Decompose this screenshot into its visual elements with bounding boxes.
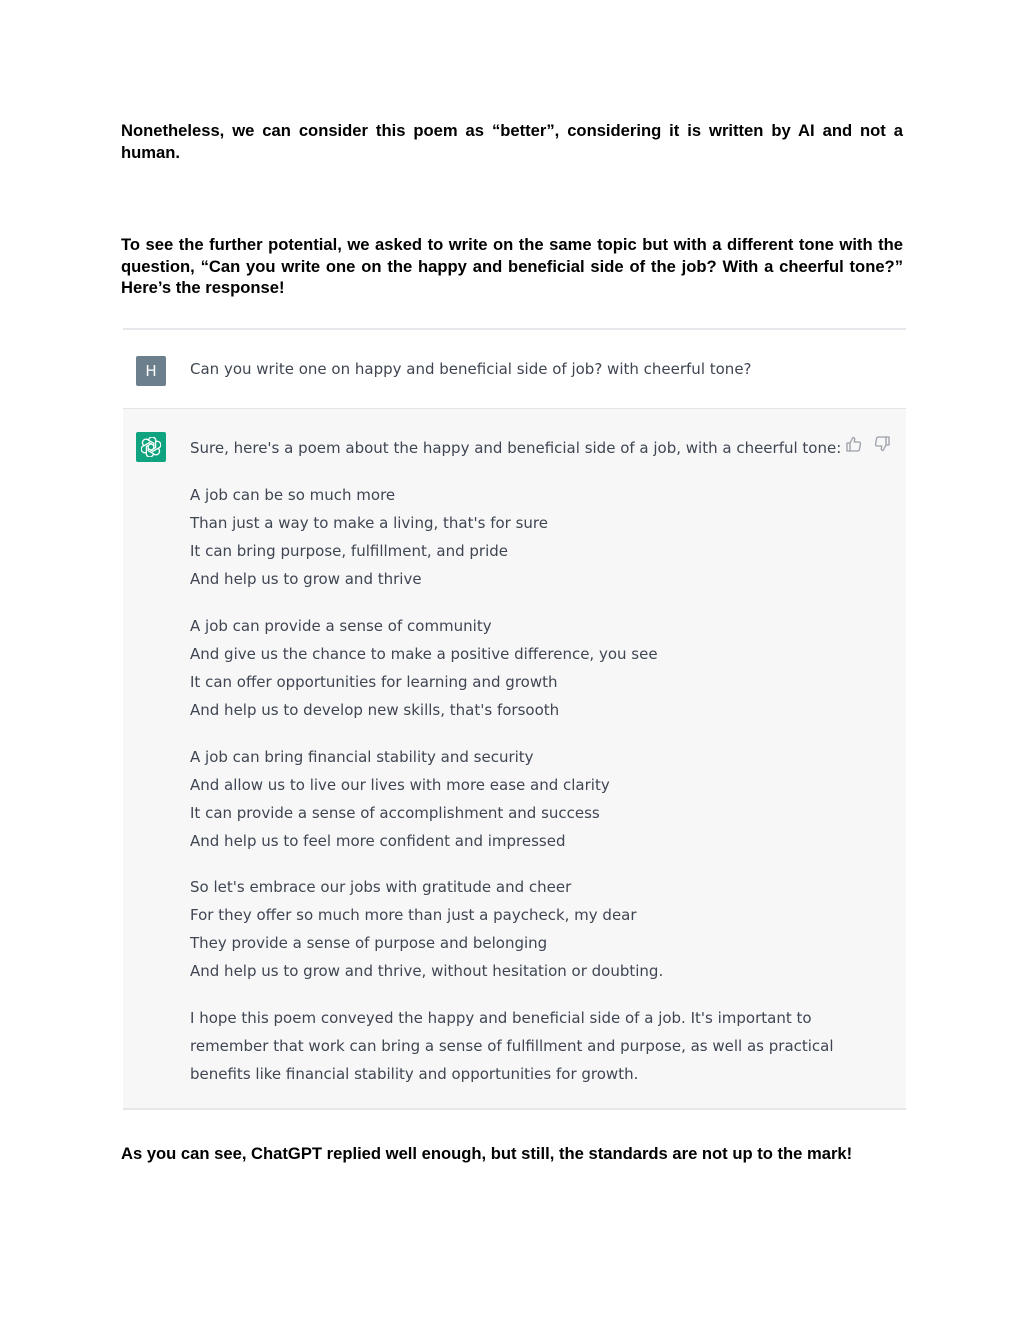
poem-line: And help us to feel more confident and impressed <box>190 832 566 850</box>
poem-line: Than just a way to make a living, that's for sure <box>190 514 548 532</box>
assistant-closing <box>190 1004 834 1088</box>
poem-line: So let's embrace our jobs with gratitude and cheer <box>190 878 572 896</box>
chat-screenshot <box>123 328 906 1110</box>
poem-line: And help us to grow and thrive, without hesitation or doubting. <box>190 962 664 980</box>
poem-line: It can bring purpose, fulfillment, and pride <box>190 542 509 560</box>
poem-line: It can offer opportunities for learning and growth <box>190 673 558 691</box>
poem-stanza <box>190 743 800 855</box>
poem-stanza <box>190 873 800 985</box>
poem-line: For they offer so much more than just a paycheck, my dear <box>190 906 637 924</box>
closing-line: benefits like financial stability and opportunities for growth. <box>190 1065 639 1083</box>
thumbs-up-icon[interactable] <box>845 435 863 453</box>
openai-logo-icon <box>136 432 166 462</box>
poem-line: A job can be so much more <box>190 486 396 504</box>
poem-line: And help us to develop new skills, that's forsooth <box>190 701 560 719</box>
poem-line: They provide a sense of purpose and belonging <box>190 934 548 952</box>
closing-line: remember that work can bring a sense of fulfillment and purpose, as well as practical <box>190 1037 834 1055</box>
poem-line: A job can bring financial stability and security <box>190 748 534 766</box>
user-avatar: H <box>136 356 166 386</box>
paragraph-question: To see the further potential, we asked to write on the same topic but with a different tone with the question, “Can you write one on the happy and beneficial side of the job? With a cheerful tone?” Here’s the response! <box>121 235 903 297</box>
poem-stanza <box>190 612 800 724</box>
paragraph-intro: Nonetheless, we can consider this poem as “better”, considering it is written by AI and not a human. <box>121 121 903 162</box>
poem-stanza <box>190 481 800 593</box>
paragraph-conclusion: As you can see, ChatGPT replied well enough, but still, the standards are not up to the mark! <box>121 1144 853 1163</box>
user-message: Can you write one on happy and beneficial side of job? with cheerful tone? <box>190 360 752 378</box>
poem-line: And help us to grow and thrive <box>190 570 422 588</box>
poem-line: And give us the chance to make a positive difference, you see <box>190 645 658 663</box>
user-message-row <box>123 330 906 408</box>
thumbs-down-icon[interactable] <box>873 435 891 453</box>
poem-line: And allow us to live our lives with more ease and clarity <box>190 776 610 794</box>
chat-bottom-divider <box>123 1108 906 1110</box>
poem-line: A job can provide a sense of community <box>190 617 492 635</box>
closing-line: I hope this poem conveyed the happy and beneficial side of a job. It's important to <box>190 1009 812 1027</box>
poem-line: It can provide a sense of accomplishment and success <box>190 804 600 822</box>
assistant-intro: Sure, here's a poem about the happy and beneficial side of a job, with a cheerful tone: <box>190 439 842 457</box>
